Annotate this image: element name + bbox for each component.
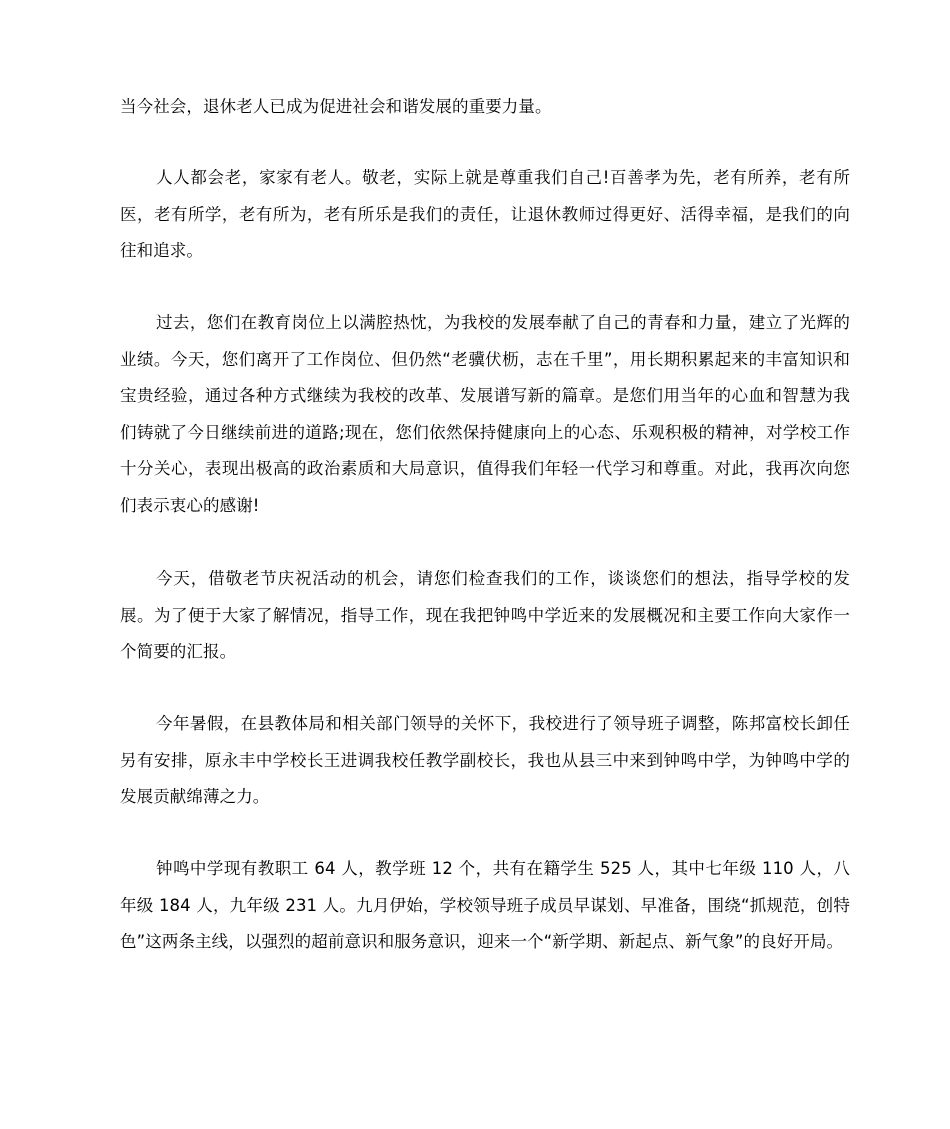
paragraph: 今天，借敬老节庆祝活动的机会，请您们检查我们的工作，谈谈您们的想法，指导学校的发展。为了便于大家了解情况，指导工作，现在我把钟鸣中学近来的发展概况和主要工作向大家作一个简要的汇报。 [120, 569, 850, 661]
paragraph: 人人都会老，家家有老人。敬老，实际上就是尊重我们自己!百善孝为先，老有所养，老有所医，老有所学，老有所为，老有所乐是我们的责任，让退休教师过得更好、活得幸福，是我们的向往和追求。 [120, 168, 850, 260]
paragraph: 今年暑假，在县教体局和相关部门领导的关怀下，我校进行了领导班子调整，陈邦富校长卸任另有安排，原永丰中学校长王进调我校任教学副校长，我也从县三中来到钟鸣中学，为钟鸣中学的发展贡献绵薄之力。 [120, 714, 850, 806]
paragraph: 过去，您们在教育岗位上以满腔热忱，为我校的发展奉献了自己的青春和力量，建立了光辉的业绩。今天，您们离开了工作岗位、但仍然“老骥伏枥，志在千里”，用长期积累起来的丰富知识和宝贵经验，通过各种方式继续为我校的改革、发展谱写新的篇章。是您们用当年的心血和智慧为我们铸就了今日继续前进的道路;现在，您们依然保持健康向上的心态、乐观积极的精神，对学校工作十分关心，表现出极高的政治素质和大局意识，值得我们年轻一代学习和尊重。对此，我再次向您们表示衷心的感谢! [120, 313, 850, 515]
paragraph: 当今社会，退休老人已成为促进社会和谐发展的重要力量。 [120, 97, 552, 116]
paragraph: 钟鸣中学现有教职工 64 人，教学班 12 个，共有在籍学生 525 人，其中七年级 110 人，八年级 184 人，九年级 231 人。九月伊始，学校领导班子成员早谋划、早准备，围绕“抓规范，创特色”这两条主线，以强烈的超前意识和服务意识，迎来一个“新学期、新起点、新气象”的良好开局。 [120, 859, 850, 951]
